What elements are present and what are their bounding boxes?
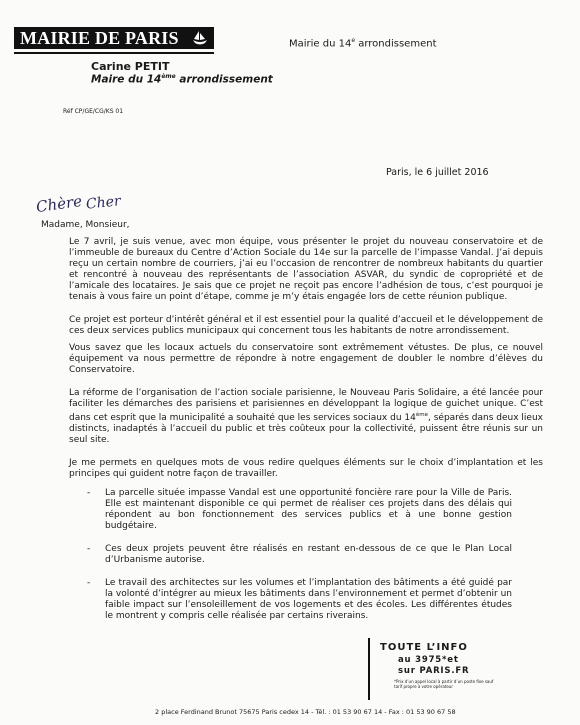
paragraph-intro: Le 7 avril, je suis venue, avec mon équipe, vous présenter le projet du nouveau conservatoire et de l’immeuble de bureaux du Centre d’Action Sociale du 14e sur la parcelle de l’impasse Vandal. J’ai depuis reçu un certain nombre de courriers, j’ai eu l’occasion de rencontrer de nombreux habitants du quartier et rencontré à nouveau des représentants de l’association ASVAR, du syndic de copropriété et de l’amicale des locataires. Je sais que ce projet ne reçoit pas encore l’adhésion de tous, c’est pourquoi je tenais à vous faire un point d’étape, comme je m’y étais engagée lors de cette réunion publique. <box>69 237 543 302</box>
signatory-name: Carine PETIT <box>91 60 170 73</box>
mairie-logo <box>14 27 214 49</box>
salutation: Madame, Monsieur, <box>41 220 130 230</box>
paragraph-conservatoire: Vous savez que les locaux actuels du conservatoire sont extrêmement vétustes. De plus, ce nouvel équipement va nous permettre de répondre à notre engagement de doubler le nombre d’élèves du Conservatoire. <box>69 343 543 375</box>
bullet-dash: - <box>87 488 91 498</box>
paragraph-principles: Je me permets en quelques mots de vous redire quelques éléments sur le choix d’implantation et les principes qui guident notre façon de travailler. <box>69 458 543 479</box>
bullet-list <box>87 488 512 634</box>
info-website: sur PARIS.FR <box>398 666 470 676</box>
handwritten-annotation-1: Chère <box>34 191 84 217</box>
paris-ship-icon <box>191 29 209 47</box>
office-heading: Mairie du 14e arrondissement <box>289 37 437 50</box>
letter-date: Paris, le 6 juillet 2016 <box>386 167 489 178</box>
signatory-role: Maire du 14ème arrondissement <box>91 73 273 86</box>
logo-text: MAIRIE DE PARIS <box>20 27 179 48</box>
paragraph-reform: La réforme de l’organisation de l’action sociale parisienne, le Nouveau Paris Solidaire, a été lancée pour faciliter les démarches des parisiens et parisiennes en développant la logique de guichet unique. C’est dans cet esprit que la municipalité a souhaité que les services sociaux du 14ème, séparés dans deux lieux distincts, inadaptés à l’accueil du public et très coûteux pour la collectivité, puissent être réunis sur un seul site. <box>69 388 543 445</box>
bullet-dash: - <box>87 578 91 588</box>
info-box <box>368 638 502 700</box>
info-fine-print: *Prix d’un appel local à partir d’un poste fixe sauf tarif propre à votre opérateur <box>394 679 494 689</box>
reference-code: Réf CP/GE/CG/KS 01 <box>63 108 124 115</box>
info-phone: au 3975*et <box>398 655 459 665</box>
footer-address: 2 place Ferdinand Brunot 75675 Paris cedex 14 - Tél. : 01 53 90 67 14 - Fax : 01 53 90 67 58 <box>155 708 456 716</box>
info-headline: TOUTE L’INFO <box>380 642 468 653</box>
list-item: - La parcelle située impasse Vandal est une opportunité foncière rare pour la Ville de Paris. Elle est maintenant disponible ce qui permet de réaliser ces projets dans des délais qui répondent au bon fonctionnement des services publics et à une bonne gestion budgétaire. <box>87 488 512 531</box>
paragraph-interest: Ce projet est porteur d’intérêt général et il est essentiel pour la qualité d’accueil et le développement de ces deux services publics municipaux qui concernent tous les habitants de notre arrondissement. <box>69 315 543 336</box>
list-item: - Ces deux projets peuvent être réalisés en restant en-dessous de ce que le Plan Local d’Urbanisme autorise. <box>87 544 512 565</box>
bullet-dash: - <box>87 544 91 554</box>
letter-body <box>69 237 543 492</box>
logo-divider <box>14 52 214 54</box>
handwritten-annotation-2: Cher <box>85 193 122 213</box>
list-item: - Le travail des architectes sur les volumes et l’implantation des bâtiments a été guidé par la volonté d’intégrer au mieux les bâtiments dans l’environnement et permet d’obtenir un faible impact sur l’ensoleillement de vos logements et des écoles. Les différentes études le montrent y compris celle réalisée par certains riverains. <box>87 578 512 621</box>
